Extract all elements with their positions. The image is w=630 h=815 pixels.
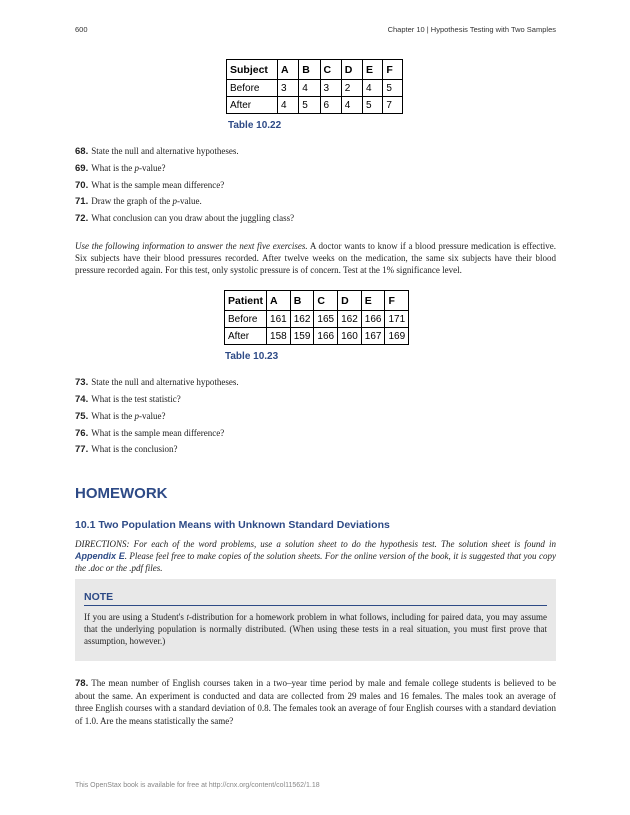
table-cell: E: [363, 60, 383, 80]
question-text: What is the test statistic?: [91, 394, 181, 404]
table-cell: A: [278, 60, 299, 80]
table-cell: 4: [341, 97, 362, 114]
table-cell: B: [290, 291, 314, 311]
note-body: [84, 611, 547, 648]
table-row: [227, 97, 403, 114]
table-cell: 4: [278, 97, 299, 114]
table-cell: Subject: [227, 60, 278, 80]
section-heading: 10.1 Two Population Means with Unknown Standard Deviations: [75, 519, 390, 531]
question-78: [75, 677, 556, 727]
table-cell: 4: [363, 80, 383, 97]
note-box: [75, 579, 556, 661]
question-number: 69.: [75, 163, 89, 174]
question-text: What is the: [91, 163, 135, 173]
table-cell: 161: [267, 311, 291, 328]
table-cell: 3: [278, 80, 299, 97]
table-cell: D: [341, 60, 362, 80]
question-68: [75, 146, 239, 157]
table-cell: A: [267, 291, 291, 311]
table-cell: F: [383, 60, 403, 80]
table-cell: 162: [290, 311, 314, 328]
table-cell: Patient: [225, 291, 267, 311]
table-cell: C: [314, 291, 338, 311]
table-cell: 5: [363, 97, 383, 114]
footer-note: This OpenStax book is available for free at http://cnx.org/content/col11562/1.18: [75, 782, 320, 789]
question-text: State the null and alternative hypotheses.: [91, 377, 239, 387]
table-cell: 162: [338, 311, 362, 328]
question-text: Draw the graph of the: [91, 196, 173, 206]
table-cell: Before: [227, 80, 278, 97]
question-text: What is the: [91, 411, 135, 421]
table-10-22: [226, 59, 403, 114]
question-number: 78.: [75, 678, 89, 689]
table-cell: 6: [320, 97, 341, 114]
question-text: What is the sample mean difference?: [91, 180, 225, 190]
table-row: [227, 80, 403, 97]
question-number: 68.: [75, 146, 89, 157]
math-var: p: [172, 196, 177, 206]
table-cell: 169: [385, 328, 409, 345]
question-text: -value.: [176, 196, 202, 206]
question-number: 76.: [75, 428, 89, 439]
table-cell: 165: [314, 311, 338, 328]
question-74: [75, 394, 181, 405]
question-text: -value?: [138, 163, 166, 173]
table-cell: 160: [338, 328, 362, 345]
table-row: [225, 311, 409, 328]
table-10-23: [224, 290, 409, 345]
table-caption: Table 10.22: [228, 120, 282, 131]
question-71: [75, 196, 202, 207]
note-title: NOTE: [84, 591, 114, 603]
table-header-row: [227, 60, 403, 80]
intro-italic: Use the following information to answer the next five exercises.: [75, 241, 308, 251]
note-text: If you are using a Student's: [84, 612, 187, 622]
table-cell: 5: [383, 80, 403, 97]
question-number: 70.: [75, 180, 89, 191]
question-number: 71.: [75, 196, 89, 207]
question-75: [75, 411, 165, 422]
table-cell: 159: [290, 328, 314, 345]
question-69: [75, 163, 165, 174]
chapter-header: Chapter 10 | Hypothesis Testing with Two Samples: [387, 25, 556, 34]
question-number: 72.: [75, 213, 89, 224]
math-var: p: [134, 163, 139, 173]
table-cell: 4: [299, 80, 320, 97]
question-number: 77.: [75, 444, 89, 455]
table-cell: 2: [341, 80, 362, 97]
table-cell: After: [227, 97, 278, 114]
table-cell: 171: [385, 311, 409, 328]
question-70: [75, 180, 224, 191]
table-cell: 166: [361, 311, 385, 328]
table-caption: Table 10.23: [225, 351, 279, 362]
table-row: [225, 328, 409, 345]
question-text: -value?: [138, 411, 166, 421]
table-cell: D: [338, 291, 362, 311]
table-header-row: [225, 291, 409, 311]
math-var: p: [134, 411, 139, 421]
table-cell: 167: [361, 328, 385, 345]
note-text: -distribution for a homework problem in what follows, including for paired data, you may assume that the underlying population is normally distributed. (When using these tests in a real situation, you must first prove that assumption, however.): [84, 612, 547, 647]
directions-text: . Please feel free to make copies of the solution sheets. For the online version of the book, it is suggested that you copy the .doc or the .pdf files.: [75, 551, 556, 574]
question-73: [75, 377, 239, 388]
homework-heading: HOMEWORK: [75, 485, 168, 502]
note-divider: [84, 605, 547, 606]
page-number: 600: [75, 25, 88, 34]
table-cell: Before: [225, 311, 267, 328]
appendix-e-link[interactable]: Appendix E: [75, 551, 125, 562]
question-text: State the null and alternative hypotheses.: [91, 146, 239, 156]
table-cell: F: [385, 291, 409, 311]
table-cell: 7: [383, 97, 403, 114]
directions-text: DIRECTIONS: For each of the word problems, use a solution sheet to do the hypothesis test. The solution sheet is found in: [75, 539, 556, 549]
table-cell: After: [225, 328, 267, 345]
table-cell: 166: [314, 328, 338, 345]
question-72: [75, 213, 294, 224]
question-number: 75.: [75, 411, 89, 422]
question-text: The mean number of English courses taken in a two–year time period by male and female college students is believed to be about the same. An experiment is conducted and data are collected from 29 males and 16 females. The males took an average of three English courses with a standard deviation of 0.8. The females took an average of four English courses with a standard deviation of 1.0. Are the means statistically the same?: [75, 678, 556, 726]
question-76: [75, 428, 224, 439]
question-number: 73.: [75, 377, 89, 388]
directions: [75, 538, 556, 575]
math-var: t: [186, 612, 189, 622]
table-cell: E: [361, 291, 385, 311]
table-cell: B: [299, 60, 320, 80]
exercise-intro: [75, 240, 556, 277]
question-77: [75, 444, 177, 455]
intro-text: A doctor wants to know if a blood pressure medication is effective. Six subjects have their blood pressures recorded. After twelve weeks on the medication, the same six subjects have their blood pressure recorded again. For this test, only systolic pressure is of concern. Test at the 1% significance level.: [75, 241, 556, 276]
table-cell: 158: [267, 328, 291, 345]
table-cell: C: [320, 60, 341, 80]
table-cell: 5: [299, 97, 320, 114]
question-text: What is the sample mean difference?: [91, 428, 225, 438]
question-number: 74.: [75, 394, 89, 405]
table-cell: 3: [320, 80, 341, 97]
question-text: What is the conclusion?: [91, 444, 178, 454]
question-text: What conclusion can you draw about the juggling class?: [91, 213, 295, 223]
